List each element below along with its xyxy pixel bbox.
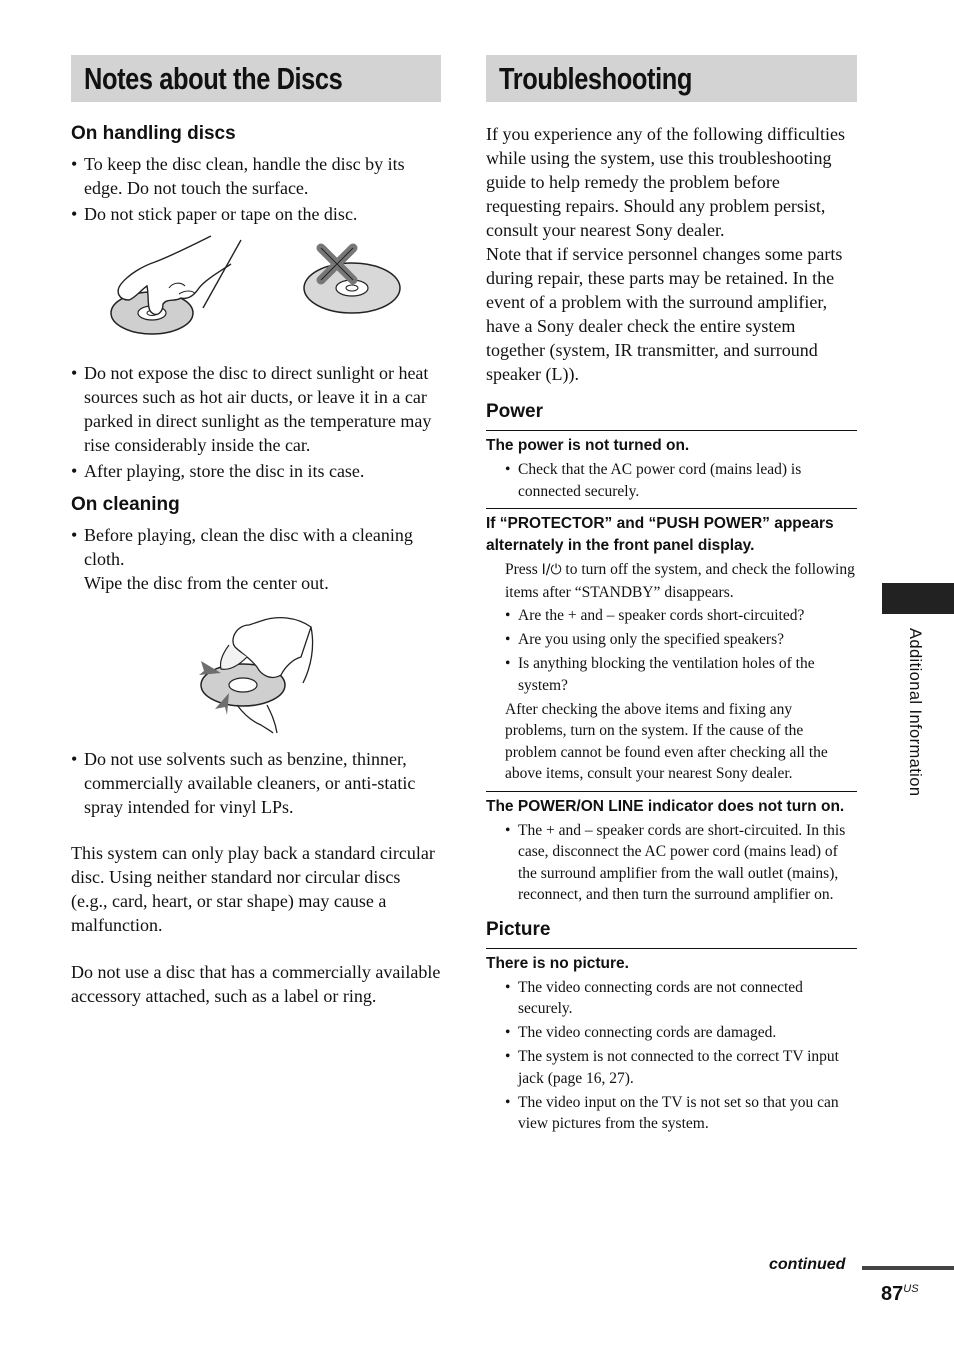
power-topic-2-bullets (486, 605, 857, 696)
cleaning-bullets-a (71, 523, 441, 595)
chapter-tab (882, 583, 954, 614)
continued-line (862, 1266, 954, 1270)
list-item: • Is anything blocking the ventilation holes of the system? (505, 653, 857, 696)
power-topic-1-bullets (486, 459, 857, 502)
topic-power-not-on: The power is not turned on. (486, 437, 690, 454)
list-item: • Are the + and – speaker cords short-circuited? (505, 605, 857, 627)
divider (486, 430, 857, 431)
chapter-label: Additional Information (906, 628, 924, 797)
list-item: • Do not expose the disc to direct sunlight or heat sources such as hot air ducts, or leave it in a car parked in direct sunlight as the temperature may rise considerably inside the car. (71, 361, 441, 457)
disc-cleaning-illustration (71, 597, 441, 737)
troubleshooting-intro: If you experience any of the following difficulties while using the system, use this troubleshooting guide to help remedy the problem before requesting repairs. Should any problem persist, consult your nearest Sony dealer. (486, 124, 846, 240)
left-column (71, 55, 441, 1008)
section-title-discs: Notes about the Discs (71, 55, 441, 102)
list-item: • Do not use solvents such as benzine, thinner, commercially available cleaners, or anti-static spray intended for vinyl LPs. (71, 747, 441, 819)
list-item: • The video connecting cords are not connected securely. (505, 977, 857, 1020)
handling-bullets-a (71, 152, 441, 226)
heading-picture: Picture (486, 918, 551, 940)
protector-instruction: Press I/⏻ to turn off the system, and check the following items after “STANDBY” disappears. (505, 561, 855, 601)
heading-power: Power (486, 401, 544, 422)
list-item: • To keep the disc clean, handle the disc by its edge. Do not touch the surface. (71, 152, 441, 200)
accessory-note: Do not use a disc that has a commercially available accessory attached, such as a label or ring. (71, 962, 441, 1006)
section-title-troubleshooting: Troubleshooting (486, 55, 857, 102)
disc-shape-note: This system can only play back a standard circular disc. Using neither standard nor circular discs (e.g., card, heart, or star shape) may cause a malfunction. (71, 843, 435, 935)
topic-protector: If “PROTECTOR” and “PUSH POWER” appears alternately in the front panel display. (486, 515, 834, 554)
list-item: • After playing, store the disc in its case. (71, 459, 441, 483)
power-topic-3-bullets (486, 820, 857, 906)
power-button-icon: I/⏻ (541, 562, 562, 578)
divider (486, 948, 857, 949)
disc-handling-illustration (71, 228, 441, 353)
list-item: • Before playing, clean the disc with a cleaning cloth. Wipe the disc from the center out. (71, 523, 441, 595)
handling-bullets-b (71, 361, 441, 483)
divider (486, 791, 857, 792)
picture-topic-1-bullets (486, 977, 857, 1135)
list-item: • The video input on the TV is not set so that you can view pictures from the system. (505, 1092, 857, 1135)
list-item: • Are you using only the specified speakers? (505, 629, 857, 651)
list-item: • The + and – speaker cords are short-circuited. In this case, disconnect the AC power cord (mains lead) of the surround amplifier from the wall outlet (mains), reconnect, and then turn the surround amplifier on. (505, 820, 857, 906)
divider (486, 508, 857, 509)
troubleshooting-note: Note that if service personnel changes some parts during repair, these parts may be retained. In the event of a problem with the surround amplifier, have a Sony dealer check the entire system together (system, IR transmitter, and surround speaker (L)). (486, 244, 843, 384)
heading-on-cleaning: On cleaning (71, 494, 180, 515)
list-item: • Do not stick paper or tape on the disc. (71, 202, 441, 226)
topic-no-picture: There is no picture. (486, 954, 629, 972)
page-number: $87^{US}$ (881, 1283, 919, 1305)
cleaning-bullets-b (71, 747, 441, 819)
continued-label: continued (769, 1256, 846, 1273)
right-column (486, 55, 857, 1137)
heading-handling-discs: On handling discs (71, 123, 236, 144)
list-item: • The system is not connected to the correct TV input jack (page 16, 27). (505, 1046, 857, 1089)
topic-power-on-line: The POWER/ON LINE indicator does not turn on. (486, 797, 845, 815)
protector-after-note: After checking the above items and fixing any problems, turn on the system. If the cause of the problem cannot be found even after checking all the above items, consult your nearest Sony dealer. (505, 700, 828, 782)
list-item: • Check that the AC power cord (mains lead) is connected securely. (505, 459, 857, 502)
list-item: • The video connecting cords are damaged. (505, 1022, 857, 1044)
